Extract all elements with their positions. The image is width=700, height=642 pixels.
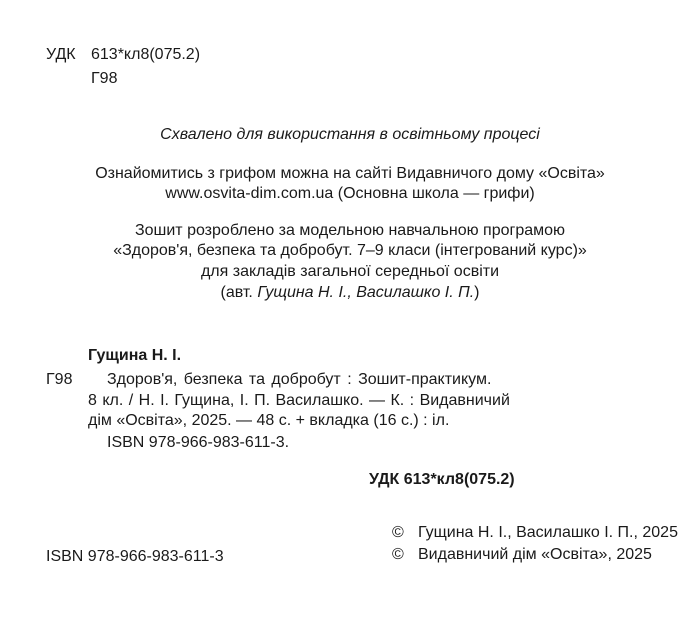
copyright-text: Гущина Н. І., Василашко І. П., 2025 — [418, 524, 678, 541]
bib-line: 8 кл. / Н. І. Гущина, І. П. Василашко. — К. : Видавничий — [88, 392, 510, 409]
author-mark: Г98 — [91, 70, 118, 87]
copyright-line — [392, 523, 678, 543]
bib-line: дім «Освіта», 2025. — 48 с. + вкладка (16 с.) : іл. — [88, 412, 450, 429]
footer-isbn: ISBN 978-966-983-611-3 — [46, 548, 224, 565]
authors-prefix: (авт. — [220, 284, 253, 301]
program-line: Зошит розроблено за модельною навчальною програмою — [134, 222, 566, 239]
grif-info-url: www.osvita-dim.com.ua (Основна школа — грифи) — [165, 185, 535, 202]
bib-author-heading: Гущина Н. І. — [88, 347, 182, 364]
program-line: «Здоров'я, безпека та добробут. 7–9 класи (інтегрований курс)» — [113, 242, 587, 259]
approval-note: Схвалено для використання в освітньому процесі — [160, 126, 540, 143]
copyright-text: Видавничий дім «Освіта», 2025 — [418, 546, 652, 563]
udk-label: УДК — [46, 46, 76, 63]
program-line: для закладів загальної середньої освіти — [200, 263, 500, 280]
bib-isbn: ISBN 978-966-983-611-3. — [107, 434, 290, 451]
grif-info-line: Ознайомитись з грифом можна на сайті Видавничого дому «Освіта» — [95, 165, 605, 182]
udk-code: 613*кл8(075.2) — [91, 46, 201, 63]
authors-names: Гущина Н. І., Василашко І. П. — [257, 284, 475, 301]
program-authors — [0, 283, 700, 303]
copyright-icon: © — [392, 546, 404, 563]
copyright-line — [392, 545, 652, 565]
bib-udk: УДК 613*кл8(075.2) — [369, 471, 515, 488]
bib-line: Здоров'я, безпека та добробут : Зошит-практикум. — [107, 371, 492, 388]
copyright-icon: © — [392, 524, 404, 541]
bib-author-mark: Г98 — [46, 371, 73, 388]
authors-suffix: ) — [474, 284, 480, 301]
